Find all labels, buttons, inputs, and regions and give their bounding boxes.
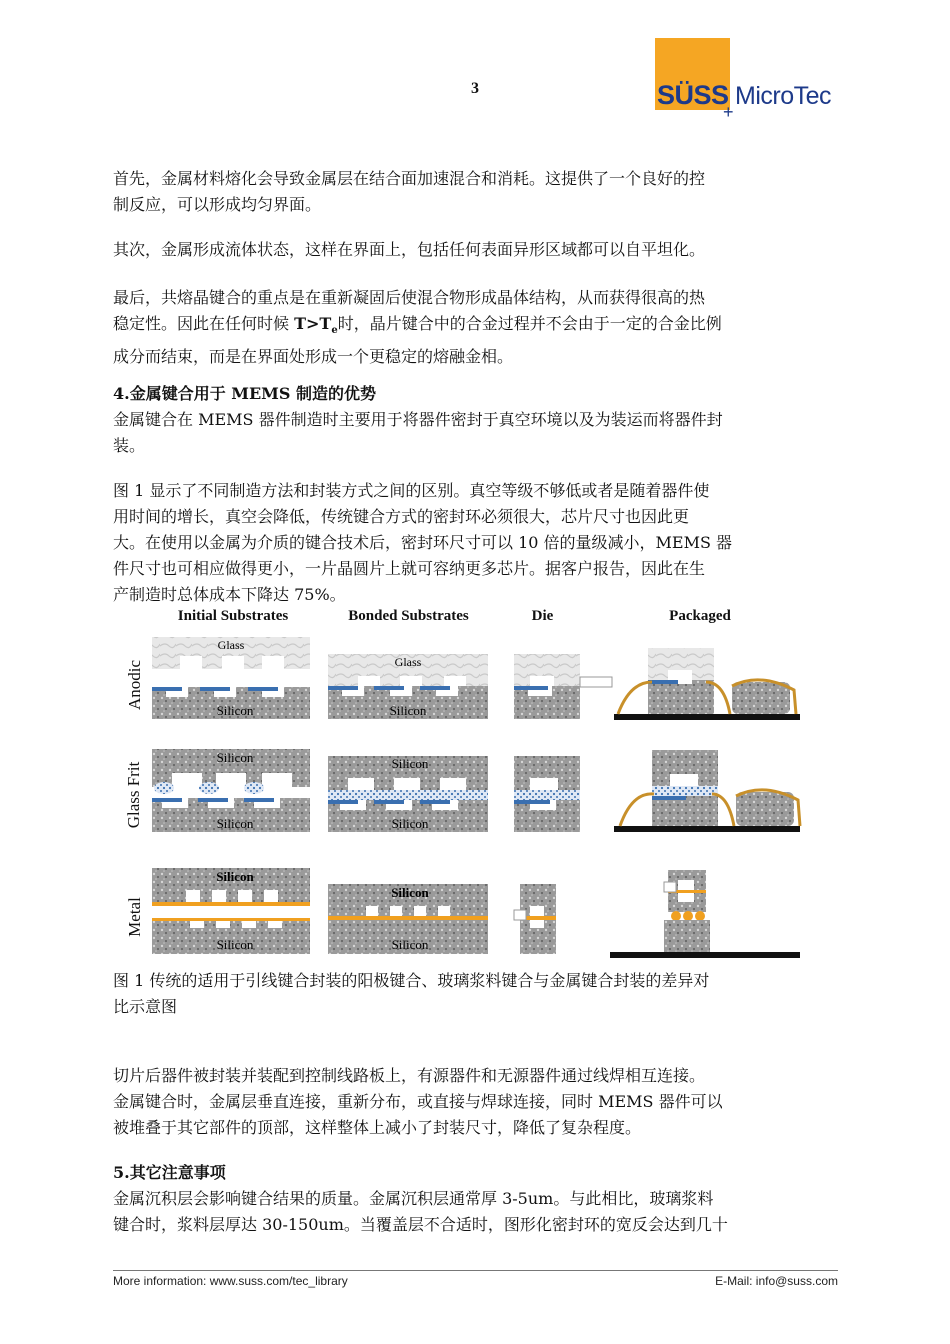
silicon-label: Silicon: [391, 885, 429, 900]
text-line: 大。在使用以金属为介质的键合技术后，密封环尺寸可以 10 倍的量级减小，MEMS 器: [113, 533, 733, 552]
logo-brand: SÜSS: [657, 80, 729, 110]
figure-row-metal: Metal: [125, 897, 144, 937]
anodic-bonded: [328, 654, 488, 719]
figure-column-bonded: Bonded Substrates: [348, 608, 469, 624]
text-line: 用时间的增长，真空会降低，传统键合方式的密封环必须很大，芯片尺寸也因此更: [113, 507, 690, 526]
glass-frit-packaged: [614, 750, 800, 832]
silicon-label: Silicon: [216, 869, 254, 884]
text-line: 键合时，浆料层厚达 30-150um。当覆盖层不合适时，图形化密封环的宽反会达到几十: [113, 1215, 728, 1234]
text-line: 件尺寸也可相应做得更小，一片晶圆片上就可容纳更多芯片。据客户报告，因此在生: [113, 559, 706, 578]
silicon-label: Silicon: [389, 703, 427, 718]
figure-row-anodic: Anodic: [125, 659, 144, 711]
anodic-die: [514, 654, 612, 719]
footer-more-info[interactable]: More information: www.suss.com/tec_library: [113, 1274, 348, 1288]
glass-frit-initial: [152, 749, 310, 832]
text-line: 首先，金属材料熔化会导致金属层在结合面加速混合和消耗。这提供了一个良好的控: [113, 169, 706, 188]
glass-label: Glass: [217, 638, 245, 652]
text-line: 图 1 传统的适用于引线键合封装的阳极键合、玻璃浆料键合与金属键合封装的差异对: [113, 971, 710, 990]
figure-column-packaged: Packaged: [669, 608, 731, 624]
text-line: 稳定性。因此在任何时候 $T>T_e$时，晶片键合中的合金过程并不会由于一定的合金比例: [113, 314, 722, 337]
text-line: 最后，共熔晶键合的重点是在重新凝固后使混合物形成晶体结构，从而获得很高的热: [113, 288, 706, 307]
text-line: 图 1 显示了不同制造方法和封装方式之间的区别。真空等级不够低或者是随着器件使: [113, 481, 710, 500]
logo-plus: +: [723, 102, 734, 122]
figure-column-die: Die: [531, 608, 554, 624]
silicon-label: Silicon: [216, 816, 254, 831]
page-number: 3: [471, 80, 479, 97]
silicon-label: Silicon: [391, 756, 429, 771]
text-line: 比示意图: [113, 997, 178, 1016]
logo-name: MicroTec: [735, 82, 832, 110]
section-heading: 5.其它注意事项: [113, 1163, 226, 1182]
figure-caption: [113, 968, 838, 1020]
glass-label: Glass: [394, 655, 422, 669]
silicon-label: Silicon: [391, 816, 429, 831]
footer-divider: [113, 1270, 838, 1271]
silicon-label: Silicon: [216, 750, 254, 765]
glass-frit-bonded: [328, 756, 488, 832]
silicon-label: Silicon: [391, 937, 429, 952]
section-5: [113, 1160, 838, 1238]
text-line: 制反应，可以形成均匀界面。: [113, 195, 322, 214]
silicon-label: Silicon: [216, 937, 254, 952]
metal-bonded: [328, 884, 488, 954]
metal-die: [514, 884, 556, 954]
figure-row-glass-frit: Glass Frit: [124, 761, 143, 829]
figure-column-initial: Initial Substrates: [177, 608, 289, 624]
footer-email[interactable]: E-Mail: info@suss.com: [715, 1274, 838, 1288]
section-heading: 4.金属键合用于 MEMS 制造的优势: [113, 384, 377, 403]
text-line: 装。: [113, 436, 146, 455]
glass-frit-die: [514, 756, 580, 832]
metal-initial: [152, 868, 310, 954]
metal-packaged: [610, 870, 800, 958]
text-line: 金属沉积层会影响键合结果的质量。金属沉积层通常厚 3-5um。与此相比，玻璃浆料: [113, 1189, 714, 1208]
text-line: 成分而结束，而是在界面处形成一个更稳定的熔融金相。: [113, 347, 514, 367]
anodic-packaged: [614, 648, 800, 720]
silicon-label: Silicon: [216, 703, 254, 718]
paragraph-packaging: [113, 1063, 838, 1141]
text-line: 产制造时总体成本下降达 75%。: [113, 585, 346, 604]
text-line: 金属键合在 MEMS 器件制造时主要用于将器件密封于真空环境以及为装运而将器件封: [113, 410, 723, 429]
text-line: 切片后器件被封装并装配到控制线路板上，有源器件和无源器件通过线焊相互连接。: [113, 1066, 706, 1085]
text-line: 金属键合时，金属层垂直连接，重新分布，或直接与焊球连接，同时 MEMS 器件可以: [113, 1092, 723, 1111]
text-line: 被堆叠于其它部件的顶部，这样整体上减小了封装尺寸，降低了复杂程度。: [113, 1118, 642, 1137]
text-line: 其次，金属形成流体状态，这样在界面上，包括任何表面异形区域都可以自平坦化。: [113, 240, 706, 259]
anodic-initial: [152, 637, 310, 719]
